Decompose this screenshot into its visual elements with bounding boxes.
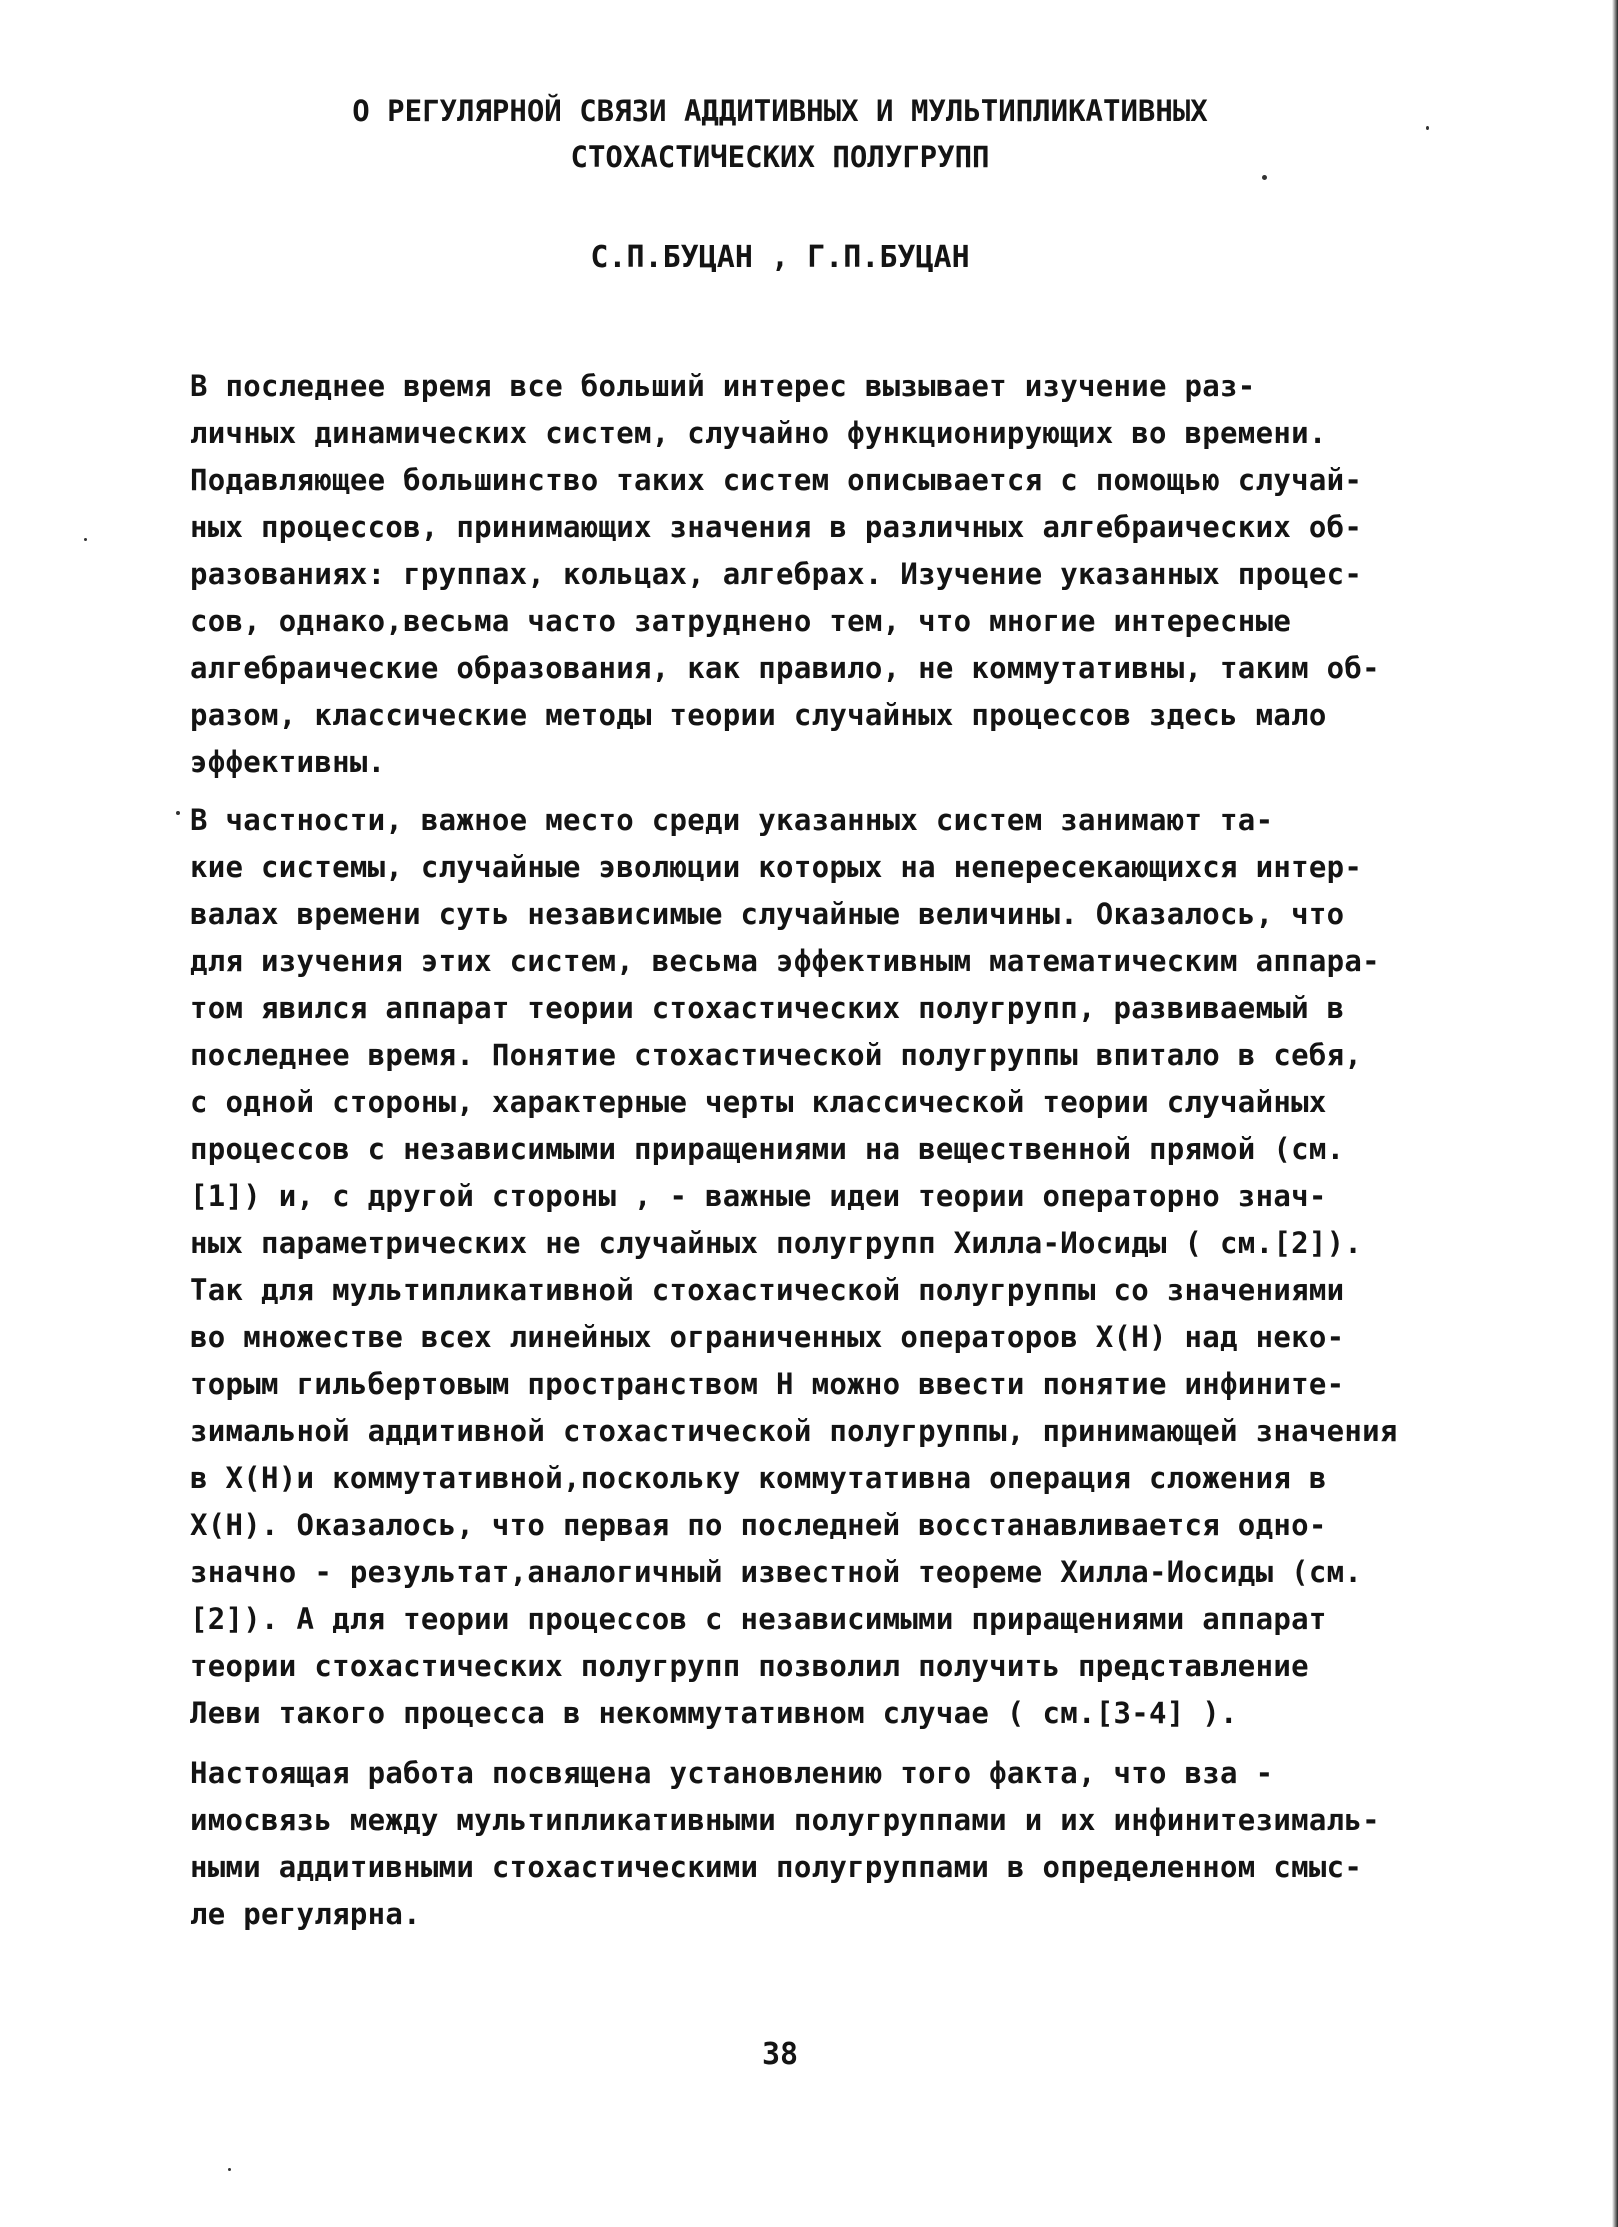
body-line: В частности, важное место среди указанных систем занимают та- bbox=[190, 803, 1274, 837]
title-line-1: О РЕГУЛЯРНОЙ СВЯЗИ АДДИТИВНЫХ И МУЛЬТИПЛИКАТИВНЫХ bbox=[352, 94, 1208, 128]
scan-speck bbox=[84, 538, 87, 541]
body-line: валах времени суть независимые случайные величины. Оказалось, что bbox=[190, 897, 1345, 931]
body-line: разом, классические методы теории случайных процессов здесь мало bbox=[190, 698, 1327, 732]
body-line: Так для мультипликативной стохастической полугруппы со значениями bbox=[190, 1273, 1345, 1307]
body-line: личных динамических систем, случайно функционирующих во времени. bbox=[190, 416, 1327, 450]
body-line: в X(H)и коммутативной,поскольку коммутативна операция сложения в bbox=[190, 1461, 1327, 1495]
body-line: эффективны. bbox=[190, 745, 386, 779]
body-line: ле регулярна. bbox=[190, 1897, 421, 1931]
body-line: Подавляющее большинство таких систем описывается с помощью случай- bbox=[190, 463, 1363, 497]
body-line: алгебраические образования, как правило, не коммутативны, таким об- bbox=[190, 651, 1380, 685]
scan-speck bbox=[1262, 175, 1267, 180]
body-line: для изучения этих систем, весьма эффективным математическим аппара- bbox=[190, 944, 1380, 978]
page-number: 38 bbox=[761, 2037, 799, 2072]
body-line: последнее время. Понятие стохастической полугруппы впитало в себя, bbox=[190, 1038, 1363, 1072]
body-line: сов, однако,весьма часто затруднено тем, что многие интересные bbox=[190, 604, 1292, 638]
body-line: [1]) и, с другой стороны , - важные идеи теории операторно знач- bbox=[190, 1179, 1327, 1213]
body-line: торым гильбертовым пространством H можно ввести понятие инфините- bbox=[190, 1367, 1345, 1401]
body-line: ными аддитивными стохастическими полугруппами в определенном смыс- bbox=[190, 1850, 1363, 1884]
body-line: Настоящая работа посвящена установлению того факта, что вза - bbox=[190, 1756, 1274, 1790]
body-line: ных параметрических не случайных полугрупп Хилла-Иосиды ( см.[2]). bbox=[190, 1226, 1363, 1260]
body-line: [2]). А для теории процессов с независимыми приращениями аппарат bbox=[190, 1602, 1327, 1636]
body-line: значно - результат,аналогичный известной теореме Хилла-Иосиды (см. bbox=[190, 1555, 1363, 1589]
title-line-2: СТОХАСТИЧЕСКИХ ПОЛУГРУПП bbox=[570, 140, 990, 174]
body-line: имосвязь между мультипликативными полугруппами и их инфинитезималь- bbox=[190, 1803, 1380, 1837]
body-line: с одной стороны, характерные черты классической теории случайных bbox=[190, 1085, 1327, 1119]
body-line: процессов с независимыми приращениями на вещественной прямой (см. bbox=[190, 1132, 1345, 1166]
body-line: теории стохастических полугрупп позволил получить представление bbox=[190, 1649, 1309, 1683]
body-line: кие системы, случайные эволюции которых на непересекающихся интер- bbox=[190, 850, 1363, 884]
body-line: Леви такого процесса в некоммутативном случае ( см.[3-4] ). bbox=[190, 1696, 1238, 1730]
scan-speck bbox=[176, 811, 180, 815]
authors: С.П.БУЦАН , Г.П.БУЦАН bbox=[590, 240, 970, 275]
body-line: во множестве всех линейных ограниченных операторов X(H) над неко- bbox=[190, 1320, 1345, 1354]
body-line: том явился аппарат теории стохастических полугрупп, развиваемый в bbox=[190, 991, 1345, 1025]
body-line: X(H). Оказалось, что первая по последней восстанавливается одно- bbox=[190, 1508, 1327, 1542]
scan-speck bbox=[1426, 126, 1429, 130]
body-line: разованиях: группах, кольцах, алгебрах. Изучение указанных процес- bbox=[190, 557, 1363, 591]
scan-speck bbox=[228, 2168, 231, 2171]
body-line: зимальной аддитивной стохастической полугруппы, принимающей значения bbox=[190, 1414, 1398, 1448]
body-line: В последнее время все больший интерес вызывает изучение раз- bbox=[190, 369, 1256, 403]
body-line: ных процессов, принимающих значения в различных алгебраических об- bbox=[190, 510, 1363, 544]
page-edge bbox=[1612, 0, 1618, 2227]
